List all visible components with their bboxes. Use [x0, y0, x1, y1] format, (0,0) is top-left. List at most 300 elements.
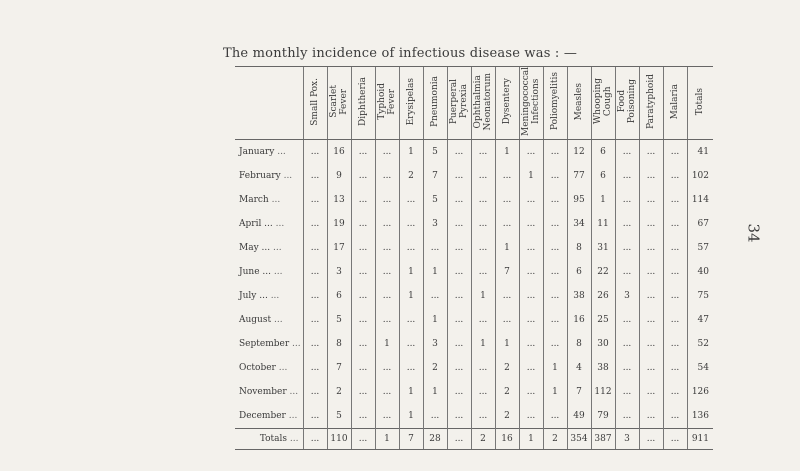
table-cell: ...	[351, 140, 375, 165]
table-cell: 1	[543, 380, 567, 404]
page-number: 34	[744, 223, 763, 243]
table-cell: 1	[543, 356, 567, 380]
table-cell: ...	[447, 164, 471, 188]
table-cell: 1	[375, 429, 399, 450]
table-cell: 7	[399, 429, 423, 450]
leader-dots: ...	[289, 387, 299, 397]
month-label	[235, 188, 303, 212]
column-header-label: Diphtheria	[358, 77, 368, 126]
table-cell: ...	[375, 164, 399, 188]
table-cell: 13	[327, 188, 351, 212]
table-cell: 8	[567, 332, 591, 356]
table-cell: 57	[687, 236, 713, 260]
month-column-header	[235, 67, 303, 140]
table-cell: ...	[519, 260, 543, 284]
table-cell: ...	[543, 212, 567, 236]
table-cell: 1	[519, 429, 543, 450]
table-cell: ...	[375, 284, 399, 308]
table-cell: ...	[351, 260, 375, 284]
table-cell: ...	[303, 356, 327, 380]
month-label	[235, 212, 303, 236]
table-cell: ...	[663, 332, 687, 356]
table-cell: 6	[591, 140, 615, 165]
column-header-label: Small Pox.	[310, 77, 320, 126]
table-cell: 1	[471, 332, 495, 356]
table-cell: ...	[543, 260, 567, 284]
table-cell: 1	[495, 236, 519, 260]
row-label-text: March	[239, 195, 269, 205]
table-cell: ...	[423, 284, 447, 308]
table-row	[235, 188, 713, 212]
table-cell: 7	[423, 164, 447, 188]
table-cell: ...	[615, 356, 639, 380]
table-cell: ...	[375, 380, 399, 404]
table-cell: ...	[543, 308, 567, 332]
table-cell: 102	[687, 164, 713, 188]
table-cell: ...	[471, 404, 495, 429]
table-cell: 34	[567, 212, 591, 236]
table-cell: ...	[351, 284, 375, 308]
table-cell: 3	[327, 260, 351, 284]
table-cell: ...	[471, 308, 495, 332]
table-cell: ...	[639, 236, 663, 260]
table-cell: ...	[303, 380, 327, 404]
column-header	[399, 67, 423, 140]
table-cell: ...	[447, 356, 471, 380]
table-cell: 7	[495, 260, 519, 284]
table-cell: ...	[639, 284, 663, 308]
table-cell: ...	[519, 380, 543, 404]
leader-dots: ...	[272, 243, 282, 253]
table-cell: ...	[663, 212, 687, 236]
table-row	[235, 308, 713, 332]
table-cell: ...	[495, 188, 519, 212]
table-cell: ...	[351, 380, 375, 404]
table-cell: 1	[495, 332, 519, 356]
table-cell: ...	[303, 188, 327, 212]
table-cell: 1	[399, 284, 423, 308]
table-cell: 911	[687, 429, 713, 450]
month-label	[235, 164, 303, 188]
column-header-label: Totals	[695, 87, 706, 116]
table-cell: ...	[543, 188, 567, 212]
column-header	[519, 67, 543, 140]
table-cell: ...	[303, 332, 327, 356]
table-cell: ...	[615, 404, 639, 429]
table-cell: 12	[567, 140, 591, 165]
table-cell: 387	[591, 429, 615, 450]
leader-dots: ...	[289, 434, 299, 444]
row-label-text: Totals	[259, 434, 288, 444]
table-cell: ...	[615, 140, 639, 165]
table-cell: ...	[543, 140, 567, 165]
table-row	[235, 140, 713, 165]
table-cell: ...	[351, 236, 375, 260]
table-cell: ...	[639, 332, 663, 356]
month-label	[235, 236, 303, 260]
column-header-label: Ophthalmia Neonatorum	[473, 72, 493, 131]
table-cell: 1	[399, 140, 423, 165]
table-cell: ...	[399, 308, 423, 332]
table-cell: ...	[639, 140, 663, 165]
column-header-label: Food Poisoning	[617, 79, 637, 124]
table-cell: 30	[591, 332, 615, 356]
table-cell: ...	[663, 380, 687, 404]
table-cell: ...	[303, 308, 327, 332]
table-cell: 19	[327, 212, 351, 236]
table-cell: ...	[447, 308, 471, 332]
table-cell: 1	[399, 260, 423, 284]
table-cell: ...	[375, 140, 399, 165]
table-cell: ...	[375, 308, 399, 332]
month-label	[235, 404, 303, 429]
table-cell: ...	[471, 212, 495, 236]
table-cell: 1	[423, 380, 447, 404]
table-cell: 126	[687, 380, 713, 404]
leader-dots: ...	[273, 267, 283, 277]
row-label-text: September	[239, 339, 290, 349]
leader-dots: ...	[271, 195, 281, 205]
table-cell: 75	[687, 284, 713, 308]
table-cell: 22	[591, 260, 615, 284]
month-label	[235, 332, 303, 356]
table-cell: ...	[375, 404, 399, 429]
column-header	[615, 67, 639, 140]
column-header	[687, 67, 713, 140]
table-cell: 2	[423, 356, 447, 380]
table-cell: ...	[639, 404, 663, 429]
table-cell: ...	[663, 356, 687, 380]
row-label-text: April ...	[239, 219, 273, 229]
table-cell: ...	[519, 212, 543, 236]
table-cell: ...	[543, 404, 567, 429]
table-cell: ...	[543, 332, 567, 356]
column-header	[423, 67, 447, 140]
table-cell: ...	[447, 212, 471, 236]
table-cell: 6	[567, 260, 591, 284]
column-header	[375, 67, 399, 140]
table-cell: 114	[687, 188, 713, 212]
table-cell: ...	[495, 212, 519, 236]
table-cell: ...	[495, 284, 519, 308]
table-cell: ...	[399, 332, 423, 356]
column-header-label: Puerperal Pyrexia	[449, 78, 469, 125]
table-row	[235, 212, 713, 236]
leader-dots: ...	[292, 339, 301, 349]
table-cell: ...	[615, 332, 639, 356]
table-cell: ...	[663, 404, 687, 429]
table-cell: ...	[303, 260, 327, 284]
table-cell: 16	[567, 308, 591, 332]
column-header-label: Whooping Cough	[593, 78, 613, 125]
table-cell: ...	[663, 260, 687, 284]
table-cell: ...	[471, 380, 495, 404]
table-cell: ...	[663, 284, 687, 308]
table-cell: ...	[615, 188, 639, 212]
table-cell: 38	[591, 356, 615, 380]
table-cell: ...	[423, 404, 447, 429]
row-label-text: May ...	[239, 243, 271, 253]
column-header-label: Typhoid Fever	[377, 83, 397, 120]
table-cell: ...	[615, 236, 639, 260]
table-cell: ...	[399, 212, 423, 236]
table-row	[235, 164, 713, 188]
table-cell: ...	[519, 140, 543, 165]
table-cell: ...	[615, 260, 639, 284]
table-cell: 1	[471, 284, 495, 308]
table-cell: ...	[663, 236, 687, 260]
table-cell: 2	[495, 404, 519, 429]
column-header	[327, 67, 351, 140]
table-row	[235, 332, 713, 356]
table-cell: 112	[591, 380, 615, 404]
table-cell: ...	[447, 429, 471, 450]
table-cell: 6	[591, 164, 615, 188]
table-cell: 7	[567, 380, 591, 404]
table-cell: 8	[567, 236, 591, 260]
table-cell: ...	[639, 308, 663, 332]
table-cell: 2	[495, 380, 519, 404]
leader-dots: ...	[278, 363, 288, 373]
totals-label	[235, 429, 303, 450]
table-cell: 1	[399, 404, 423, 429]
table-cell: ...	[471, 356, 495, 380]
table-cell: 354	[567, 429, 591, 450]
table-cell: 8	[327, 332, 351, 356]
table-cell: 1	[375, 332, 399, 356]
table-cell: ...	[375, 260, 399, 284]
table-cell: 1	[519, 164, 543, 188]
leader-dots: ...	[273, 315, 283, 325]
table-cell: ...	[543, 284, 567, 308]
table-cell: 110	[327, 429, 351, 450]
table-cell: 1	[495, 140, 519, 165]
leader-dots: ...	[275, 219, 285, 229]
table-cell: 16	[495, 429, 519, 450]
table-cell: ...	[351, 429, 375, 450]
table-cell: ...	[399, 188, 423, 212]
header-row	[235, 67, 713, 140]
row-label-text: June ...	[239, 267, 271, 277]
table-cell: 3	[423, 212, 447, 236]
table-cell: ...	[495, 308, 519, 332]
table-cell: ...	[447, 284, 471, 308]
table-cell: ...	[447, 380, 471, 404]
table-cell: ...	[615, 308, 639, 332]
table-cell: 9	[327, 164, 351, 188]
column-header	[591, 67, 615, 140]
table-cell: ...	[519, 284, 543, 308]
table-cell: 2	[543, 429, 567, 450]
table-cell: ...	[375, 212, 399, 236]
table-cell: ...	[519, 236, 543, 260]
table-cell: 6	[327, 284, 351, 308]
table-cell: ...	[615, 164, 639, 188]
table-cell: ...	[375, 356, 399, 380]
leader-dots: ...	[277, 147, 286, 157]
leader-dots: ...	[288, 411, 298, 421]
table-cell: ...	[375, 236, 399, 260]
table-cell: ...	[471, 188, 495, 212]
table-cell: ...	[663, 140, 687, 165]
month-label	[235, 140, 303, 165]
table-cell: ...	[303, 164, 327, 188]
infectious-disease-table	[235, 66, 713, 450]
table-cell: ...	[447, 332, 471, 356]
row-label-text: July ...	[239, 291, 268, 301]
column-header-label: Meningococcal Infections	[521, 67, 541, 136]
table-cell: ...	[639, 212, 663, 236]
table-cell: 26	[591, 284, 615, 308]
table-cell: ...	[303, 140, 327, 165]
table-cell: ...	[519, 308, 543, 332]
column-header-label: Measles	[574, 82, 584, 121]
table-cell: 47	[687, 308, 713, 332]
month-label	[235, 260, 303, 284]
table-cell: 17	[327, 236, 351, 260]
table-cell: 3	[615, 284, 639, 308]
table-cell: ...	[519, 356, 543, 380]
table-cell: ...	[471, 260, 495, 284]
table-cell: ...	[519, 188, 543, 212]
column-header	[639, 67, 663, 140]
table-cell: ...	[519, 332, 543, 356]
table-cell: ...	[615, 212, 639, 236]
table-cell: 28	[423, 429, 447, 450]
column-header	[543, 67, 567, 140]
table-cell: 54	[687, 356, 713, 380]
table-cell: 79	[591, 404, 615, 429]
table-cell: ...	[351, 188, 375, 212]
table-cell: ...	[663, 164, 687, 188]
table-cell: ...	[351, 404, 375, 429]
column-header	[351, 67, 375, 140]
row-label-text: August	[239, 315, 272, 325]
table-cell: ...	[303, 404, 327, 429]
table-cell: ...	[543, 236, 567, 260]
table-cell: ...	[471, 140, 495, 165]
table-cell: 2	[495, 356, 519, 380]
table-cell: 67	[687, 212, 713, 236]
table-cell: 7	[327, 356, 351, 380]
table-row	[235, 380, 713, 404]
table-cell: ...	[399, 236, 423, 260]
table-cell: 1	[423, 308, 447, 332]
column-header	[495, 67, 519, 140]
table-cell: ...	[447, 260, 471, 284]
column-header-label: Dysentery	[502, 78, 512, 125]
table-cell: ...	[495, 164, 519, 188]
table-cell: ...	[663, 188, 687, 212]
table-cell: 31	[591, 236, 615, 260]
table-cell: ...	[399, 356, 423, 380]
month-label	[235, 380, 303, 404]
column-header	[303, 67, 327, 140]
column-header	[471, 67, 495, 140]
table-title: The monthly incidence of infectious disease was : —	[222, 46, 578, 61]
row-label-text: November	[239, 387, 287, 397]
table-cell: ...	[351, 356, 375, 380]
column-header	[447, 67, 471, 140]
table-cell: ...	[615, 380, 639, 404]
table-cell: ...	[375, 188, 399, 212]
month-label	[235, 308, 303, 332]
table-cell: ...	[303, 284, 327, 308]
table-cell: 3	[423, 332, 447, 356]
month-label	[235, 284, 303, 308]
table-cell: ...	[303, 236, 327, 260]
table-row	[235, 356, 713, 380]
table-cell: ...	[471, 236, 495, 260]
table-cell: 49	[567, 404, 591, 429]
table-cell: 77	[567, 164, 591, 188]
table-cell: 95	[567, 188, 591, 212]
table-cell: ...	[663, 308, 687, 332]
table-cell: 25	[591, 308, 615, 332]
table-cell: 1	[399, 380, 423, 404]
table-cell: ...	[639, 164, 663, 188]
row-label-text: December	[239, 411, 286, 421]
table-cell: 5	[327, 308, 351, 332]
table-cell: ...	[447, 404, 471, 429]
table-cell: ...	[663, 429, 687, 450]
column-header	[567, 67, 591, 140]
column-header-label: Scarlet Fever	[329, 85, 349, 118]
table-cell: ...	[639, 429, 663, 450]
column-header-label: Poliomyelitis	[550, 72, 560, 131]
table-body	[235, 140, 713, 450]
table-cell: ...	[639, 380, 663, 404]
table-cell: ...	[447, 188, 471, 212]
row-label-text: February	[239, 171, 281, 181]
table-cell: 41	[687, 140, 713, 165]
column-header-label: Paratyphoid	[646, 73, 656, 129]
row-label-text: January	[239, 147, 275, 157]
table-cell: 4	[567, 356, 591, 380]
table-cell: 40	[687, 260, 713, 284]
table-cell: 5	[327, 404, 351, 429]
table-row	[235, 404, 713, 429]
table-cell: ...	[351, 332, 375, 356]
column-header	[663, 67, 687, 140]
table-cell: 2	[327, 380, 351, 404]
table-cell: ...	[639, 356, 663, 380]
table-cell: ...	[447, 236, 471, 260]
table-cell: ...	[303, 429, 327, 450]
table-cell: ...	[447, 140, 471, 165]
table-cell: ...	[351, 212, 375, 236]
table-row	[235, 260, 713, 284]
leader-dots: ...	[283, 171, 293, 181]
table-cell: 136	[687, 404, 713, 429]
table-cell: ...	[351, 164, 375, 188]
table-cell: 3	[615, 429, 639, 450]
column-header-label: Malaria	[670, 83, 680, 120]
table-cell: 2	[399, 164, 423, 188]
table-cell: ...	[351, 308, 375, 332]
table-cell: 11	[591, 212, 615, 236]
table-cell: ...	[543, 164, 567, 188]
table-cell: ...	[639, 188, 663, 212]
table-row	[235, 284, 713, 308]
table-cell: 16	[327, 140, 351, 165]
table-cell: 5	[423, 140, 447, 165]
table-cell: 52	[687, 332, 713, 356]
table-cell: ...	[519, 404, 543, 429]
table-cell: ...	[303, 212, 327, 236]
column-header-label: Erysipelas	[406, 77, 416, 126]
column-header-label: Pneumonia	[430, 76, 440, 127]
